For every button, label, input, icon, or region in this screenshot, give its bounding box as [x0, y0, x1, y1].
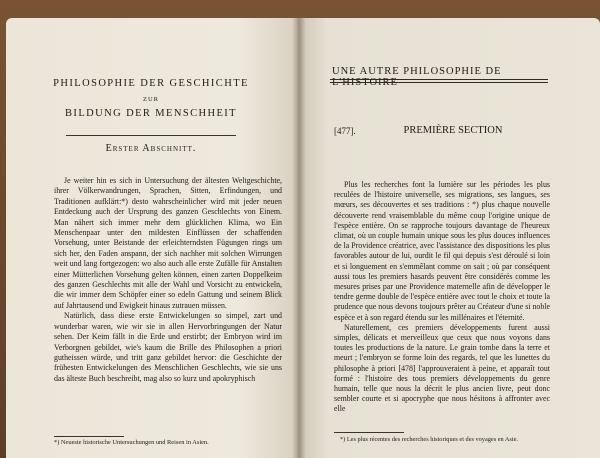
book-title-line1: PHILOSOPHIE DER GESCHICHTE [53, 78, 249, 89]
left-body-text [54, 176, 282, 384]
right-paragraph-1: Plus les recherches font la lumière sur les périodes les plus reculées de l'histoire universelle, ses migrations, ses langues, ses mœurs, ses découvertes et ses traditions : *) plus chaque nouvelle découverte rend vraisemblable du même coup l'origine unique de l'espèce entière. On se rapproche toujours davantage de l'heureux climat, où un couple humain unique sous les plus douces influences de la Providence créatrice, avec l'assistance des dispositions les plus favorables autour de lui, ourdit le fil qui depuis s'est déroulé si loin et si longuement en s'emmêlant comme on sait ; où par conséquent aussi tous les premiers hasards peuvent être considérés comme les mesures prises par une Providence maternelle afin de développer le tendre germe double de l'espèce entière avec tout le choix et toute la prudence que nous devons toujours prêter au Créateur d'une si noble espèce et à son regard étendu sur les millénaires et l'éternité. [334, 180, 550, 322]
left-page [6, 18, 298, 458]
right-body-text [334, 180, 550, 415]
left-paragraph-2: Natürlich, dass diese erste Entwickelungen so simpel, zart und wunderbar waren, wie wir sie in allen Hervorbringungen der Natur sehen. Der Keim fällt in die Erde und erstirbt; der Embryon wird im Verborgnen gebildet, wie's kaum die Brille des Philosophen a priori gutheissen würde, und tritt ganz gebildet hervor: die Geschichte der frühesten Entwickelungen des Menschlichen Geschlechts, wie sie uns das älteste Buch beschreibt, mag also so kurz und apokryphisch [54, 311, 282, 383]
book-title-line2: BILDUNG DER MENSCHHEIT [65, 108, 237, 119]
open-book [6, 18, 600, 458]
right-footnote: *) Les plus récentes des recherches historiques et des voyages en Asie. [340, 436, 519, 443]
running-head-rule [330, 79, 548, 80]
right-paragraph-2: Naturellement, ces premiers développements furent aussi simples, délicats et merveilleux que ceux que nous voyons dans toutes les productions de la nature. Le grain tombe dans la terre et meurt ; l'embryon se forme loin des regards, tel que les lunettes du philosophe à priori [478] l'approuveraient à peine, et apparaît tout formé : l'histoire des tous premiers développements du genre humain, telle que nous la décrit le plus ancien livre, peut donc sembler courte et si apocryphe que nous hésitons à affronter avec elle [334, 322, 550, 414]
footnote-divider [54, 436, 124, 437]
right-page [298, 18, 600, 458]
left-footnote: *) Neueste historische Untersuchungen und Reisen in Asien. [54, 439, 209, 446]
running-head: UNE AUTRE PHILOSOPHIE DE L'HISTOIRE [332, 66, 502, 88]
page-reference: [477]. [334, 126, 356, 136]
section-heading: Erster Abschnitt. [105, 143, 197, 154]
title-divider [66, 135, 236, 136]
book-gutter [292, 18, 306, 458]
left-paragraph-1: Je weiter hin es sich in Untersuchung der ältesten Weltgeschichte, ihrer Völkerwandrungen, Sprachen, Sitten, Erfindungen, und Traditionen aufklärt:*) desto wahrscheinlicher wird mit jeder neuen Entdeckung auch der Ursprung des ganzen Geschlechts von Einem. Man nähert sich immer mehr dem glücklichen Klima, wo Ein Menschenpaar unter den mildesten Einflüssen der schaffenden Vorsehung, unter Beistande der erleichterndsten Fügungen rings um sich her, den Faden anspann, der sich nachher mit solchen Wirrungen weit und lang fortgezogen: wo also auch alle erste Zufälle für Anstalten einer Mütterlichen Vorsehung gelten können, einen zarten Doppelkeim des ganzen Geschlechts mit alle der Wahl und Vorsicht zu entwickeln, die wir immer dem Schöpfer einer so edeln Gattung und seinem Blick auf Jahrtausend und Ewigkeit hinaus zutrauen müssen. [54, 176, 282, 310]
footnote-divider-fr [334, 432, 404, 433]
running-head-rule-thin [330, 82, 548, 83]
book-title-zur: ZUR [143, 96, 159, 103]
section-heading-fr: PREMIÈRE SECTION [403, 125, 503, 136]
